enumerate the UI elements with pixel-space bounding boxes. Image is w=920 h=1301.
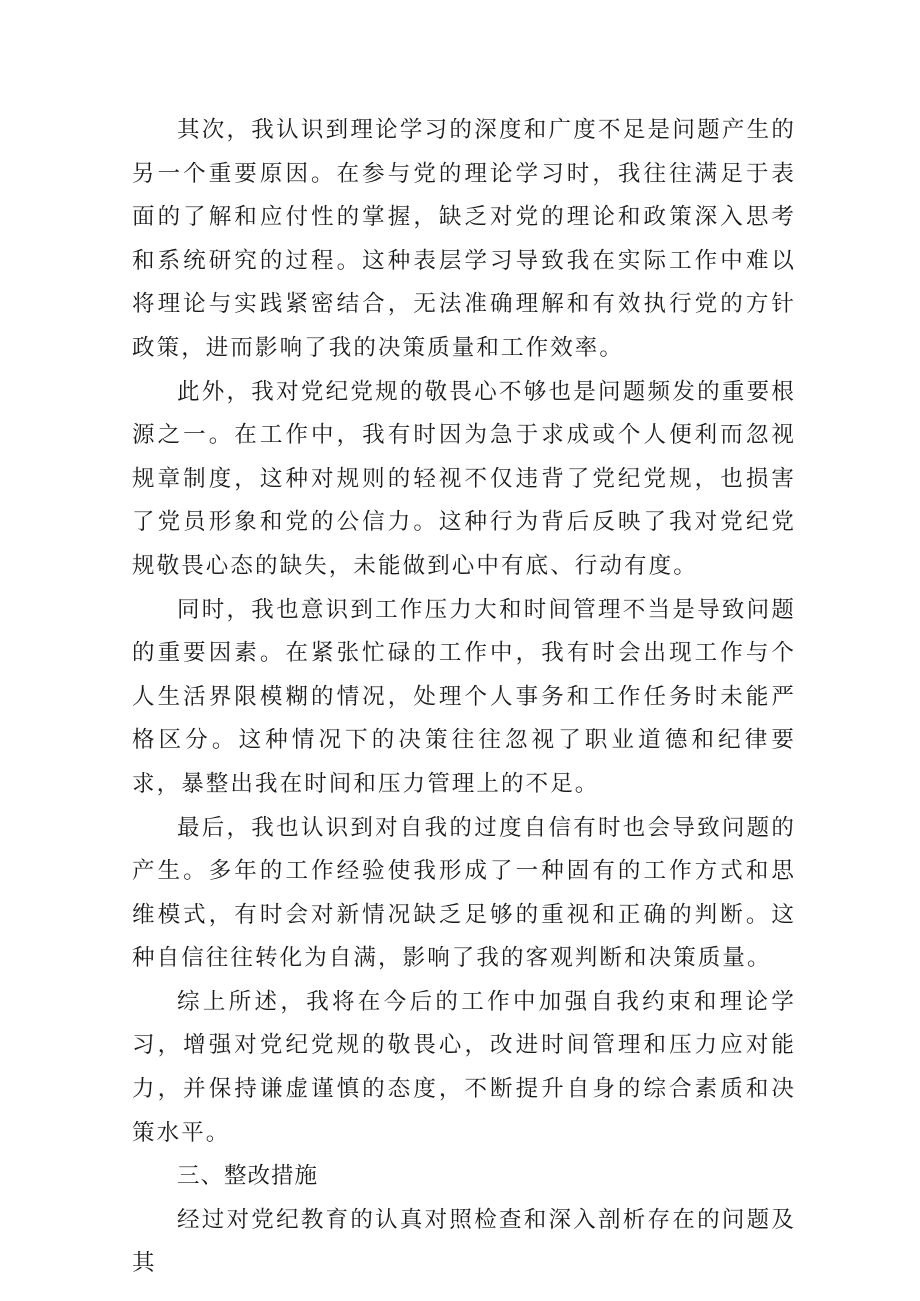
section-heading: 三、整改措施 (177, 1163, 319, 1190)
paragraph-theory-study: 其次，我认识到理论学习的深度和广度不足是问题产生的另一个重要原因。在参与党的理论学习时，我往往满足于表面的了解和应付性的掌握，缺乏对党的理论和政策深入思考和系统研究的过程。这种表层学习导致我在实际工作中难以将理论与实践紧密结合，无法准确理解和有效执行党的方针政策，进而影响了我的决策质量和工作效率。 (132, 117, 796, 361)
paragraph-work-pressure: 同时，我也意识到工作压力大和时间管理不当是导致问题的重要因素。在紧张忙碌的工作中，我有时会出现工作与个人生活界限模糊的情况，处理个人事务和工作任务时未能严格区分。这种情况下的决策往往忽视了职业道德和纪律要求，暴整出我在时间和压力管理上的不足。 (132, 596, 796, 797)
paragraph-overconfidence: 最后，我也认识到对自我的过度自信有时也会导致问题的产生。多年的工作经验使我形成了一种固有的工作方式和思维模式，有时会对新情况缺乏足够的重视和正确的判断。这种自信往往转化为自满，影响了我的客观判断和决策质量。 (132, 814, 796, 972)
document-body (132, 109, 796, 1286)
paragraph-closing: 经过对党纪教育的认真对照检查和深入剖析存在的问题及其 (132, 1206, 796, 1277)
paragraph-discipline-awe: 此外，我对党纪党规的敬畏心不够也是问题频发的重要根源之一。在工作中，我有时因为急于求成或个人便利而忽视规章制度，这种对规则的轻视不仅违背了党纪党规，也损害了党员形象和党的公信力。这种行为背后反映了我对党纪党规敬畏心态的缺失，未能做到心中有底、行动有度。 (132, 378, 796, 579)
paragraph-summary: 综上所述，我将在今后的工作中加强自我约束和理论学习，增强对党纪党规的敬畏心，改进时间管理和压力应对能力，并保持谦虚谨慎的态度，不断提升自身的综合素质和决策水平。 (132, 988, 796, 1146)
